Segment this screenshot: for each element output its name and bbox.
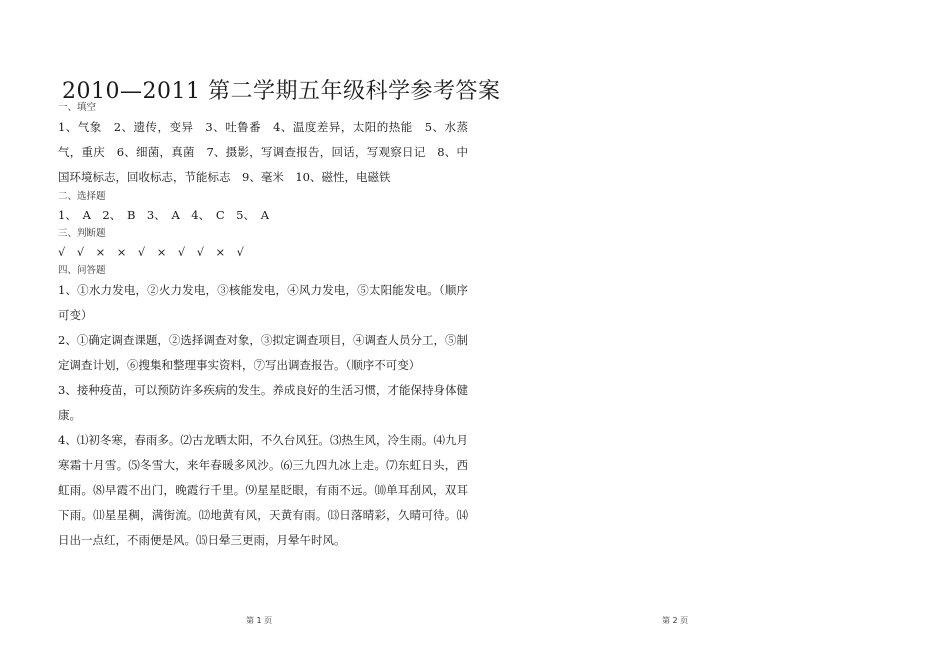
page-number-1: 第 1 页: [246, 616, 273, 625]
section-heading-questions: 四、问答题: [58, 265, 106, 276]
question-answer-1: 1、①水力发电，②火力发电，③核能发电，④风力发电，⑤太阳能发电。（顺序可变）: [58, 283, 468, 322]
page-title: 2010—2011 第二学期五年级科学参考答案: [62, 79, 501, 104]
section-heading-true-false: 三、判断题: [58, 228, 106, 239]
true-false-answers: √ √ × × √ × √ √ × √: [58, 245, 245, 259]
answer-content: [58, 101, 468, 553]
question-answer-3: 3、接种疫苗，可以预防许多疾病的发生。养成良好的生活习惯，才能保持身体健康。: [58, 383, 468, 422]
question-answer-2: 2、①确定调查课题，②选择调查对象，③拟定调查项目，④调查人员分工，⑤制定调查计划，⑥搜集和整理事实资料，⑦写出调查报告。（顺序不可变）: [58, 333, 468, 372]
multiple-choice-answers: 1、 A 2、 B 3、 A 4、 C 5、 A: [58, 208, 269, 222]
section-heading-fill-blank: 一、填空: [58, 102, 97, 113]
question-answer-4: 4、⑴初冬寒，春雨多。⑵古龙晒太阳，不久台风狂。⑶热生风，冷生雨。⑷九月寒霜十月雪。⑸冬雪大，来年春暖多风沙。⑹三九四九冰上走。⑺东虹日头，西虹雨。⑻早霞不出门，晚霞行千里。⑼星星眨眼，有雨不远。⑽单耳刮风，双耳下雨。⑾星星稠，满街流。⑿地黄有风，天黄有雨。⒀日落晴彩，久晴可待。⒁日出一点红，不雨便是风。⒂日晕三更雨，月晕午时风。: [58, 433, 468, 547]
fill-blank-answers: 1、气象 2、遗传，变异 3、吐鲁番 4、温度差异，太阳的热能 5、水蒸气，重庆 6、细菌，真菌 7、摄影，写调查报告，回话，写观察日记 8、中国环境标志，回收标志，节能标志 9、毫米 10、磁性，电磁铁: [58, 120, 468, 184]
section-heading-multiple-choice: 二、选择题: [58, 191, 106, 202]
page-number-2: 第 2 页: [662, 616, 689, 625]
